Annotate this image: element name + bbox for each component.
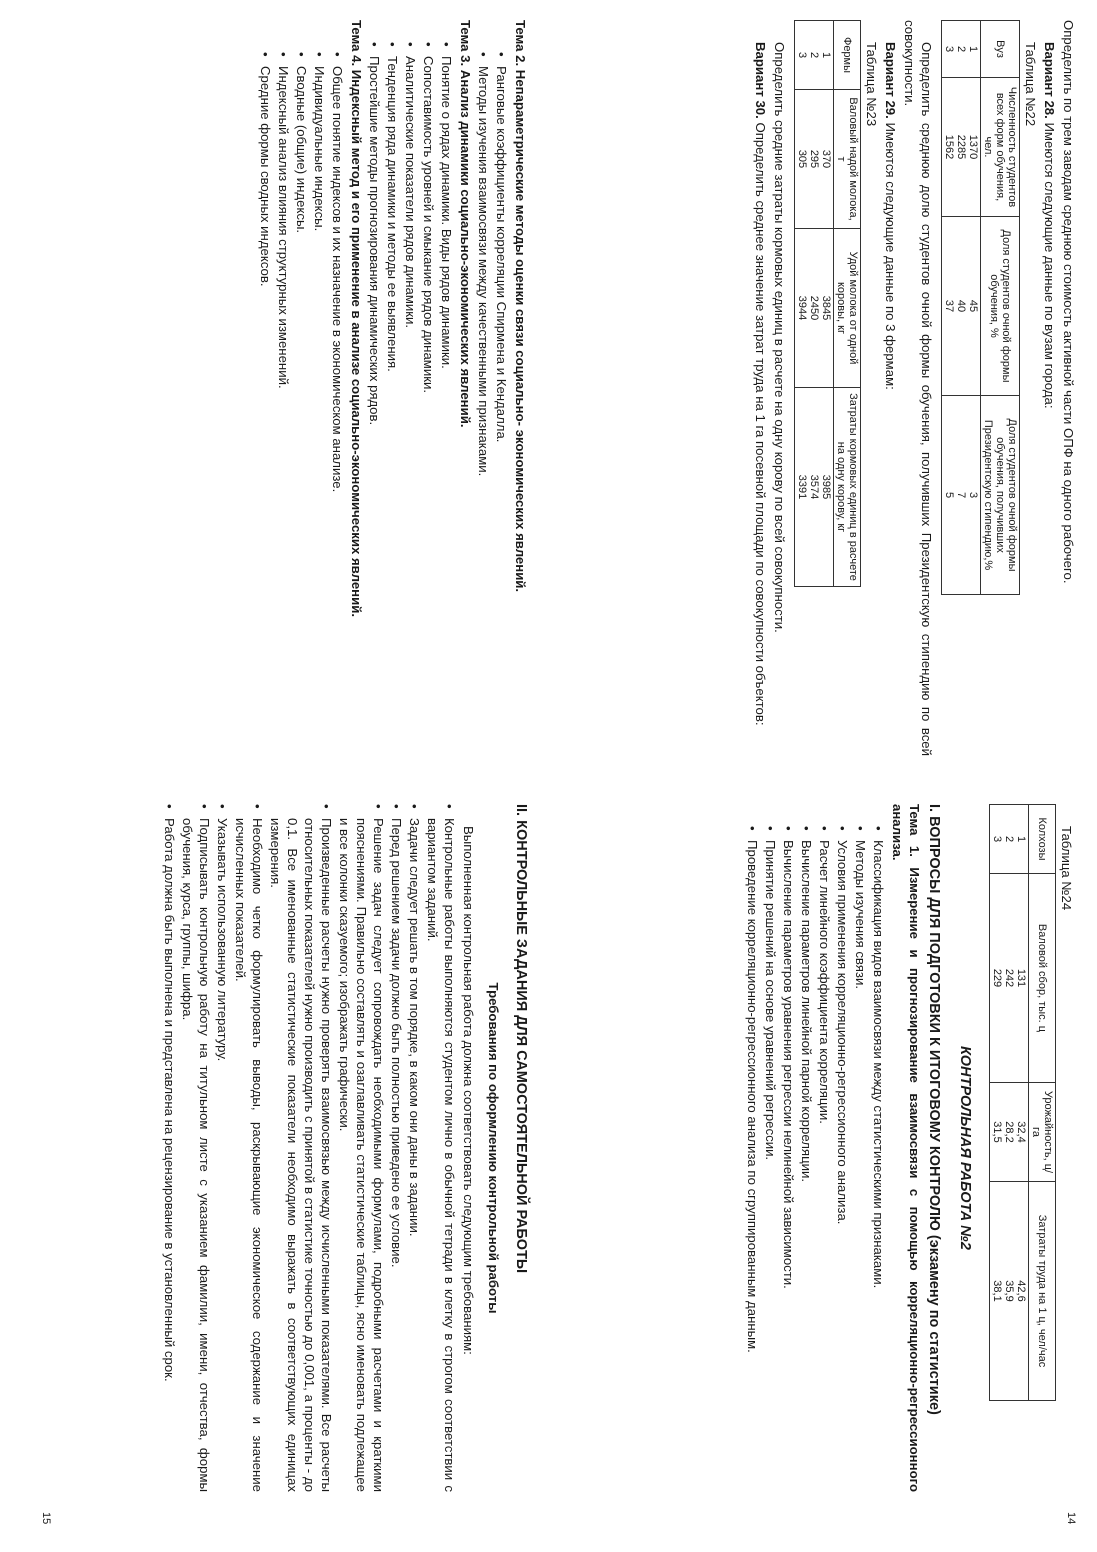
list-item: • Условия применения корреляционно-регрессионного анализа. (834, 826, 851, 1492)
list-item: • Классификация видов взаимосвязи между статистическими признаками. (870, 826, 887, 1492)
page-number-14: 14 (1065, 1512, 1077, 1525)
list-item: • Тенденция ряда динамики и методы ее выявления. (384, 42, 401, 756)
table-cell: 1370 2285 1562 (942, 78, 981, 217)
table-cell: 1 2 3 (795, 21, 834, 90)
requirements-intro: Выполненная контрольная работа должна соответствовать следующим требованиям: (461, 826, 476, 1355)
theme-3-title: Тема 3. Анализ динамики социально-экономических явлений. (458, 20, 473, 428)
table-23-caption: Таблица №23 (864, 42, 879, 127)
list-item: • Принятие решений на основе уравнений регрессии. (762, 826, 779, 1492)
list-item: • Произведенные расчеты нужно проверять взаимосвязью между исчисленными показателями. Все расчеты относительных показателей нужно производить с принятой в статистике точностью до 0,001, а проценты - до 0,1. Все именованные статистические показатели необходимо выражать в соответствующих единицах измерения. (267, 804, 335, 1492)
page-number-15: 15 (40, 1512, 52, 1525)
list-item: • Расчет линейного коэффициента корреляции. (816, 826, 833, 1492)
table-cell: 42,6 35,9 38,1 (990, 1182, 1029, 1401)
table-header: Доля студентов очной формы обучения, получивших Президентскую стипендию,% (981, 396, 1020, 595)
variant-30 (752, 20, 769, 756)
variant-29-label: Вариант 29. (883, 42, 898, 119)
list-item: • Простейшие методы прогнозирования динамических рядов. (366, 42, 383, 756)
table-23 (794, 20, 861, 587)
list-item: • Методы изучения взаимосвязи между качественными признаками. (475, 52, 492, 756)
list-item: • Вычисление параметров линейной парной корреляции. (798, 826, 815, 1492)
list-item: • Средние формы сводных индексов. (257, 52, 274, 756)
requirements-title: Требования по оформлению контрольной работы (486, 982, 501, 1314)
list-item: • Решение задач следует сопровождать необходимыми формулами, подробными расчетами и краткими пояснениями. Правильно составлять и озаглавливать статистические таблицы, ясно именовать подлежащее и все колонки сказуемого; изображать графически. (336, 804, 387, 1492)
page-15 (1, 0, 549, 1552)
section-1-title: I. ВОПРОСЫ ДЛЯ ПОДГОТОВКИ К ИТОГОВОМУ КОНТРОЛЮ (экзамену по статистике) (926, 804, 942, 1415)
table-header: Фермы (834, 21, 861, 90)
table-header: Вуз (981, 21, 1020, 78)
variant-28-text: Имеются следующие данные по вузам города: (1042, 118, 1057, 409)
section-2-title: II. КОНТРОЛЬНЫЕ ЗАДАНИЯ ДЛЯ САМОСТОЯТЕЛЬНОЙ РАБОТЫ (513, 804, 529, 1274)
list-item: • Сопоставимость уровней и смыкание рядов динамики. (420, 42, 437, 756)
theme-1-title: Тема 1. Измерение и прогнозирование взаимосвязи с помощью корреляционно-регрессионного анализа. (890, 804, 922, 1492)
table-cell: 1 2 3 (990, 805, 1029, 874)
page-14-column-1 (743, 20, 1077, 780)
table-cell: 32,4 28,2 31,5 (990, 1083, 1029, 1182)
table-header: Численность студентов всех форм обучения, чел. (981, 78, 1020, 217)
list-item: • Индексный анализ влияния структурных изменений. (275, 52, 292, 756)
variant-30-text: Определить среднее значение затрат труда на 1 га посевной площади по совокупности объектов: (753, 118, 768, 726)
theme-2-title: Тема 2. Непараметрические методы оценки связи социально- экономических явлений. (513, 20, 528, 593)
theme-1-list (744, 804, 887, 1492)
table-22-caption: Таблица №22 (1023, 42, 1038, 127)
table-header: Колхозы (1029, 805, 1056, 874)
theme-4-list (257, 20, 346, 756)
list-item: • Общее понятие индексов и их назначение в экономическом анализе. (329, 52, 346, 756)
table-24-caption: Таблица №24 (1059, 826, 1074, 911)
table-header: Валовый надой молока, т (834, 90, 861, 229)
variant-29-text: Имеются следующие данные по 3 фермам: (883, 118, 898, 390)
list-item: • Сводные (общие) индексы. (293, 52, 310, 756)
list-item: • Указывать использованную литературу. (214, 804, 231, 1492)
table-cell: 131 242 229 (990, 874, 1029, 1083)
after-table-23: Определить средние затраты кормовых единиц в расчете на одну корову по всей совокупности. (772, 42, 787, 633)
list-item: • Индивидуальные индексы. (311, 52, 328, 756)
table-header: Урожайность, ц/га (1029, 1083, 1056, 1182)
list-item: • Проведение корреляционно-регрессионного анализа по сгруппированным данным. (744, 826, 761, 1492)
list-item: • Вычисление параметров уравнения регрессии нелинейной зависимости. (780, 826, 797, 1492)
table-cell: 3985 3574 3391 (795, 388, 834, 587)
variant-29 (882, 20, 899, 756)
table-cell: 370 295 305 (795, 90, 834, 229)
variant-28-label: Вариант 28. (1042, 42, 1057, 119)
table-22 (941, 20, 1020, 595)
after-table-22: Определить среднюю долю студентов очной формы обучения, получивших Президентскую стипендию по всей совокупности. (902, 20, 934, 756)
list-item: • Ранговые коэффициенты корреляции Спирмена и Кендалла. (493, 52, 510, 756)
table-header: Доля студентов очной формы обучения, % (981, 217, 1020, 396)
page-14 (549, 0, 1097, 1552)
page-14-column-2 (743, 780, 1077, 1492)
table-cell: 45 40 37 (942, 217, 981, 396)
table-header: Валовой сбор, тыс. ц (1029, 874, 1056, 1083)
list-item: • Необходимо четко формулировать выводы, раскрывающие экономическое содержание и значение исчисленных показателей. (232, 804, 266, 1492)
table-cell: 1 2 3 (942, 21, 981, 78)
table-header: Затраты труда на 1 ц, чел/час (1029, 1182, 1056, 1401)
theme-2-list (475, 20, 510, 756)
theme-4-title: Тема 4. Индексный метод и его применение в анализе социально-экономических явлений. (349, 20, 364, 617)
control-work-title: КОНТРОЛЬНАЯ РАБОТА №2 (957, 1046, 973, 1250)
list-item: • Подписывать контрольную работу на титульном листе с указанием фамилии, имени, отчества, формы обучения, курса, группы, шифра. (179, 804, 213, 1492)
theme-3-list (366, 20, 455, 756)
table-header: Удой молока от одной коровы, кг (834, 229, 861, 388)
requirements-list (161, 804, 458, 1492)
list-item: • Аналитические показатели рядов динамики. (402, 42, 419, 756)
list-item: • Понятие о рядах динамики. Виды рядов динамики. (438, 42, 455, 756)
table-24 (989, 804, 1056, 1401)
table-cell: 3 7 5 (942, 396, 981, 595)
table-cell: 3845 2450 3944 (795, 229, 834, 388)
variant-30-label: Вариант 30. (753, 42, 768, 119)
page-15-column-1 (160, 20, 529, 780)
variant-28 (1041, 20, 1058, 756)
table-header: Затраты кормовых единиц в расчете на одну корову, кг (834, 388, 861, 587)
list-item: • Работа должна быть выполнена и представлена на рецензирование в установленный срок. (161, 804, 178, 1492)
list-item: • Методы изучения связи. (852, 826, 869, 1492)
page-15-column-2 (160, 780, 529, 1492)
list-item: • Перед решением задачи должно быть полностью приведено ее условие. (388, 804, 405, 1492)
list-item: • Задачи следует решать в том порядке, в каком они даны в задании. (406, 804, 423, 1492)
intro-paragraph: Определить по трем заводам среднюю стоимость активной части ОПФ на одного рабочего. (1061, 20, 1076, 584)
list-item: • Контрольные работы выполняются студентом лично в обычной тетради в клетку в строгом соответствии с вариантом заданий. (424, 804, 458, 1492)
